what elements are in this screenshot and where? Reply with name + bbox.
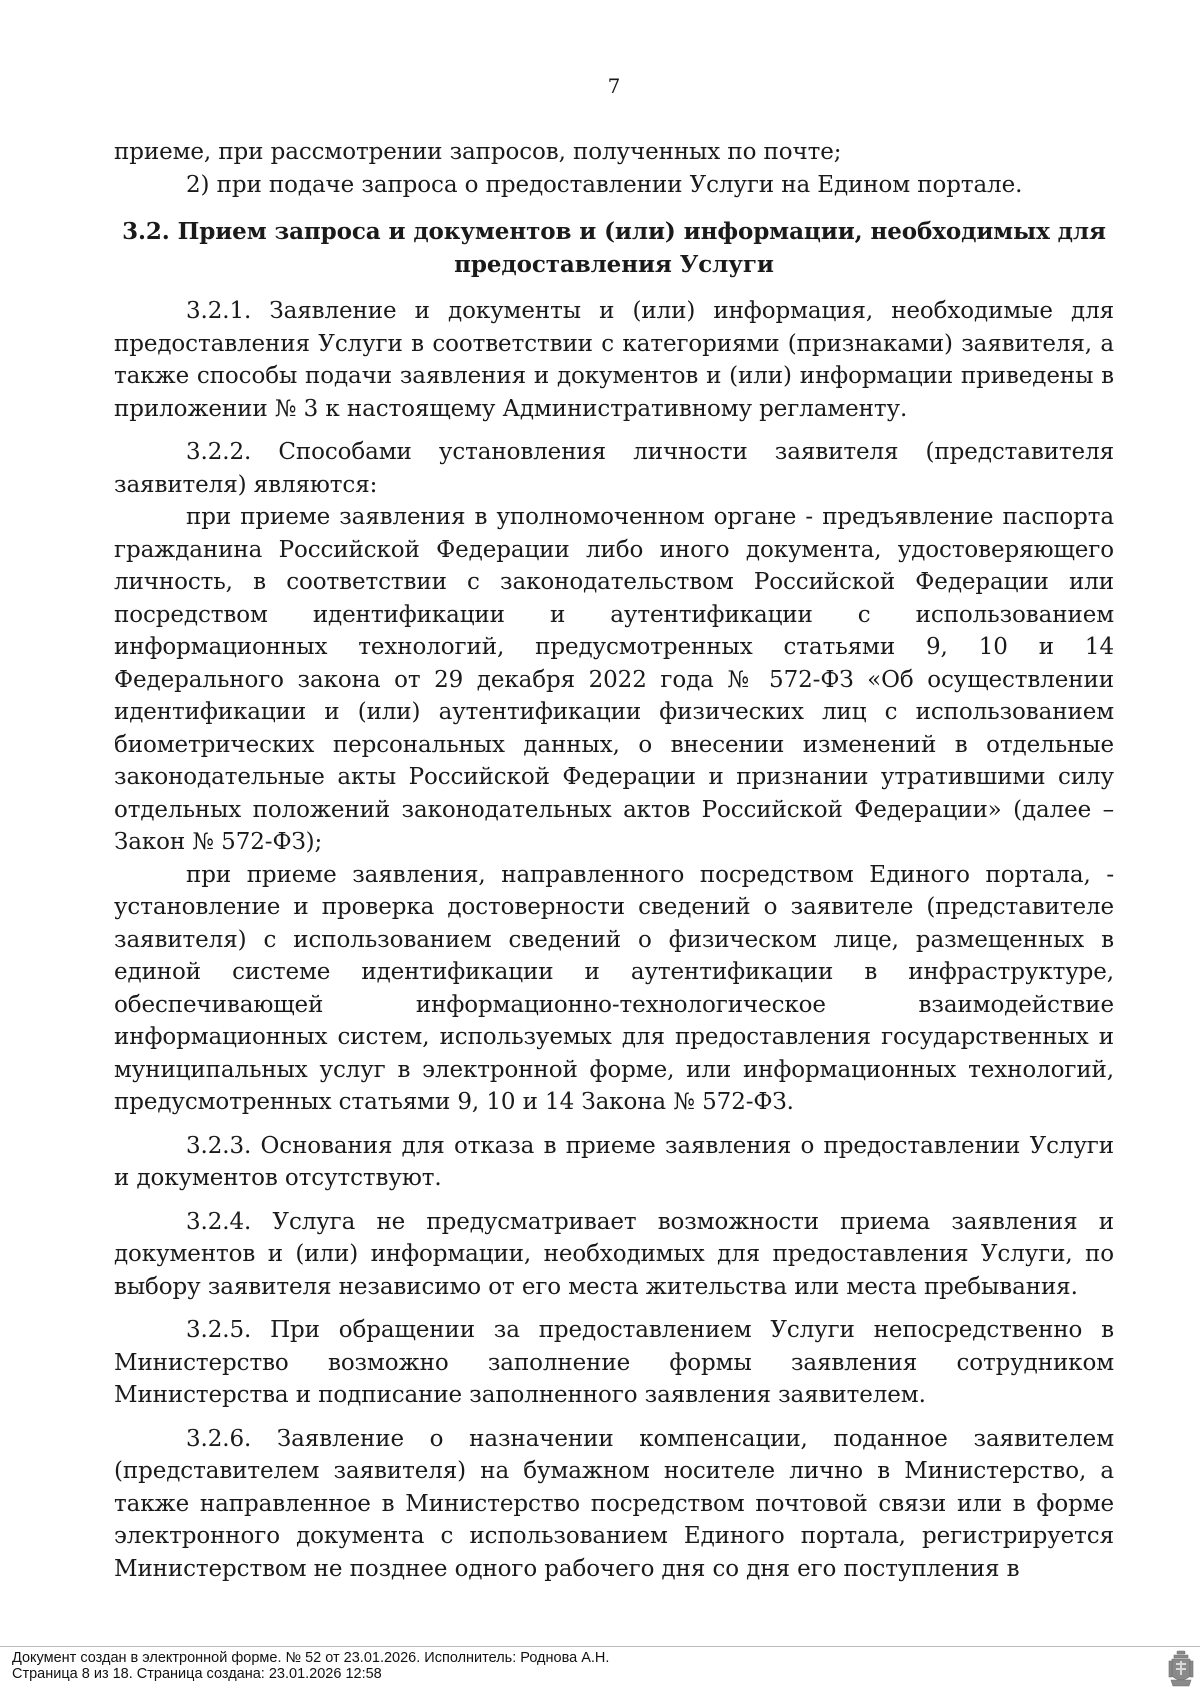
paragraph-3-2-6: 3.2.6. Заявление о назначении компенсации, поданное заявителем (представителем заявителя) на бумажном носителе лично в Министерство, а также направленное в Министерство посредством почтовой связи или в форме электронного документа с использованием Единого портала, регистрируется Министерством не позднее одного рабочего дня со дня его поступления в — [114, 1425, 1114, 1582]
document-footer — [0, 1646, 1200, 1698]
paragraph-intro-continuation: приеме, при рассмотрении запросов, полученных по почте; — [114, 139, 842, 165]
paragraph-3-2-1: 3.2.1. Заявление и документы и (или) информация, необходимые для предоставления Услуги в соответствии с категориями (признаками) заявителя, а также способы подачи заявления и документов и (или) информации приведены в приложении № 3 к настоящему Административному регламенту. — [114, 298, 1114, 422]
document-body — [114, 136, 1114, 1585]
section-heading — [114, 215, 1114, 281]
section-heading-line-1: 3.2. Прием запроса и документов и (или) информации, необходимых для — [122, 218, 1106, 245]
footer-divider — [0, 1646, 1200, 1647]
paragraph-3-2-4: 3.2.4. Услуга не предусматривает возможности приема заявления и документов и (или) информации, необходимых для предоставления Услуги, по выбору заявителя независимо от его места жительства или места пребывания. — [114, 1208, 1114, 1300]
paragraph-3-2-2-in-person: при приеме заявления в уполномоченном органе - предъявление паспорта гражданина Российской Федерации либо иного документа, удостоверяющего личность, в соответствии с законодательством Российской Федерации или посредством идентификации и аутентификации с использованием информационных технологий, предусмотренных статьями 9, 10 и 14 Федерального закона от 29 декабря 2022 года № 572-ФЗ «Об осуществлении идентификации и (или) аутентификации физических лиц с использованием биометрических персональных данных, о внесении изменений в отдельные законодательные акты Российской Федерации и признании утратившими силу отдельных положений законодательных актов Российской Федерации» (далее – Закон № 572-ФЗ); — [114, 504, 1114, 855]
paragraph-intro-item-2: 2) при подаче запроса о предоставлении Услуги на Едином портале. — [186, 171, 1023, 198]
coat-of-arms-icon — [1168, 1650, 1194, 1690]
footer-line-page-info: Страница 8 из 18. Страница создана: 23.01.2026 12:58 — [12, 1666, 382, 1682]
paragraph-3-2-2-online: при приеме заявления, направленного посредством Единого портала, - установление и проверка достоверности сведений о заявителе (представителе заявителя) с использованием сведений о физическом лице, размещенных в единой системе идентификации и аутентификации в инфраструктуре, обеспечивающей информационно-технологическое взаимодействие информационных систем, используемых для предоставления государственных и муниципальных услуг в электронной форме, или информационных технологий, предусмотренных статьями 9, 10 и 14 Закона № 572-ФЗ. — [114, 861, 1114, 1115]
footer-text — [12, 1650, 609, 1682]
paragraph-3-2-3: 3.2.3. Основания для отказа в приеме заявления о предоставлении Услуги и документов отсутствуют. — [114, 1132, 1114, 1191]
paragraph-3-2-5: 3.2.5. При обращении за предоставлением Услуги непосредственно в Министерство возможно заполнение формы заявления сотрудником Министерства и подписание заполненного заявления заявителем. — [114, 1317, 1114, 1408]
section-heading-line-2: предоставления Услуги — [454, 251, 774, 278]
paragraph-3-2-2: 3.2.2. Способами установления личности заявителя (представителя заявителя) являются: — [114, 439, 1114, 498]
footer-line-document-info: Документ создан в электронной форме. № 52 от 23.01.2026. Исполнитель: Роднова А.Н. — [12, 1650, 610, 1666]
page-number: 7 — [607, 74, 621, 98]
